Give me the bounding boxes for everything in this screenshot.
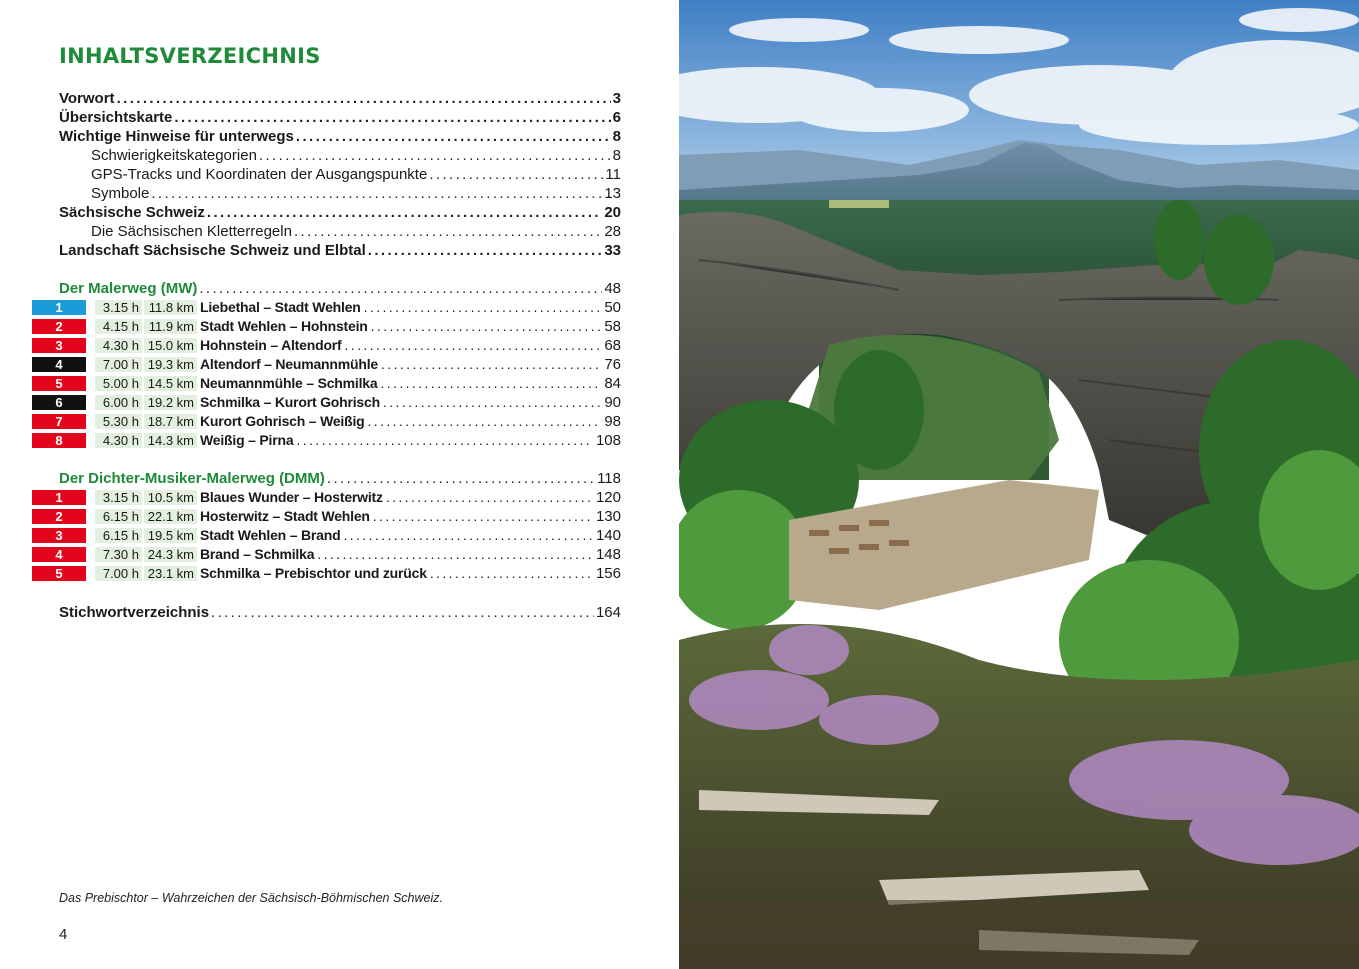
tour-distance: 10.5 km: [144, 490, 197, 505]
tour-badge: 2: [32, 319, 86, 334]
tour-badge: 8: [32, 433, 86, 448]
tour-time: 4.15 h: [95, 319, 142, 334]
toc-entry-saechsische-schweiz[interactable]: Sächsische Schweiz ..... 20: [59, 203, 621, 222]
tour-time: 3.15 h: [95, 300, 142, 315]
tour-distance: 18.7 km: [144, 414, 197, 429]
tour-time: 6.00 h: [95, 395, 142, 410]
toc-entry-symbole[interactable]: Symbole ..... 13: [91, 184, 621, 203]
tour-entry[interactable]: Brand – Schmilka ..... 148: [200, 545, 621, 564]
tour-time: 6.15 h: [95, 528, 142, 543]
tour-badge: 6: [32, 395, 86, 410]
tour-time: 5.00 h: [95, 376, 142, 391]
toc-entry-gps[interactable]: GPS-Tracks und Koordinaten der Ausgangspunkte ..... 11: [91, 165, 621, 184]
tour-distance: 19.5 km: [144, 528, 197, 543]
tour-time: 3.15 h: [95, 490, 142, 505]
tour-distance: 11.8 km: [144, 300, 197, 315]
tour-entry[interactable]: Hosterwitz – Stadt Wehlen ..... 130: [200, 507, 621, 526]
toc-entry-vorwort[interactable]: Vorwort ..... 3: [59, 89, 621, 108]
toc-entry-hinweise[interactable]: Wichtige Hinweise für unterwegs ..... 8: [59, 127, 621, 146]
tour-entry[interactable]: Stadt Wehlen – Brand ..... 140: [200, 526, 621, 545]
tour-entry[interactable]: Weißig – Pirna ..... 108: [200, 431, 621, 450]
tour-badge: 5: [32, 566, 86, 581]
tour-entry[interactable]: Schmilka – Prebischtor und zurück ..... 156: [200, 564, 621, 583]
tour-badge: 4: [32, 547, 86, 562]
tour-badge: 4: [32, 357, 86, 372]
tour-time: 6.15 h: [95, 509, 142, 524]
tour-entry[interactable]: Altendorf – Neumannmühle ..... 76: [200, 355, 621, 374]
section-malerweg[interactable]: Der Malerweg (MW) ..... 48: [59, 279, 621, 298]
tour-entry[interactable]: Kurort Gohrisch – Weißig ..... 98: [200, 412, 621, 431]
section-dmm[interactable]: Der Dichter-Musiker-Malerweg (DMM) ..... 118: [59, 469, 621, 488]
tour-distance: 14.5 km: [144, 376, 197, 391]
tour-badge: 2: [32, 509, 86, 524]
toc-entry-schwierigkeit[interactable]: Schwierigkeitskategorien ..... 8: [91, 146, 621, 165]
tour-distance: 22.1 km: [144, 509, 197, 524]
tour-time: 7.00 h: [95, 566, 142, 581]
photo-caption: Das Prebischtor – Wahrzeichen der Sächsisch-Böhmischen Schweiz.: [59, 891, 443, 905]
tour-badge: 1: [32, 300, 86, 315]
tour-entry[interactable]: Schmilka – Kurort Gohrisch ..... 90: [200, 393, 621, 412]
tour-time: 7.00 h: [95, 357, 142, 372]
toc-entry-kletterregeln[interactable]: Die Sächsischen Kletterregeln ..... 28: [91, 222, 621, 241]
tour-distance: 11.9 km: [144, 319, 197, 334]
tour-time: 4.30 h: [95, 433, 142, 448]
tour-time: 4.30 h: [95, 338, 142, 353]
tour-time: 5.30 h: [95, 414, 142, 429]
tour-distance: 14.3 km: [144, 433, 197, 448]
toc-heading: INHALTSVERZEICHNIS: [59, 44, 321, 68]
tour-entry[interactable]: Neumannmühle – Schmilka ..... 84: [200, 374, 621, 393]
toc-entry-stichwortverzeichnis[interactable]: Stichwortverzeichnis ..... 164: [59, 603, 621, 622]
toc-entry-uebersichtskarte[interactable]: Übersichtskarte ..... 6: [59, 108, 621, 127]
tour-badge: 5: [32, 376, 86, 391]
tour-entry[interactable]: Hohnstein – Altendorf ..... 68: [200, 336, 621, 355]
tour-entry[interactable]: Liebethal – Stadt Wehlen ..... 50: [200, 298, 621, 317]
page-number: 4: [59, 926, 68, 943]
tour-time: 7.30 h: [95, 547, 142, 562]
prebischtor-photo: [679, 0, 1359, 969]
tour-badge: 7: [32, 414, 86, 429]
toc-entry-landschaft[interactable]: Landschaft Sächsische Schweiz und Elbtal ..... 33: [59, 241, 621, 260]
tour-entry[interactable]: Blaues Wunder – Hosterwitz ..... 120: [200, 488, 621, 507]
tour-badge: 3: [32, 528, 86, 543]
tour-entry[interactable]: Stadt Wehlen – Hohnstein ..... 58: [200, 317, 621, 336]
tour-distance: 19.2 km: [144, 395, 197, 410]
tour-badge: 3: [32, 338, 86, 353]
tour-distance: 24.3 km: [144, 547, 197, 562]
tour-distance: 23.1 km: [144, 566, 197, 581]
left-page: [0, 0, 679, 969]
tour-distance: 15.0 km: [144, 338, 197, 353]
tour-distance: 19.3 km: [144, 357, 197, 372]
tour-badge: 1: [32, 490, 86, 505]
